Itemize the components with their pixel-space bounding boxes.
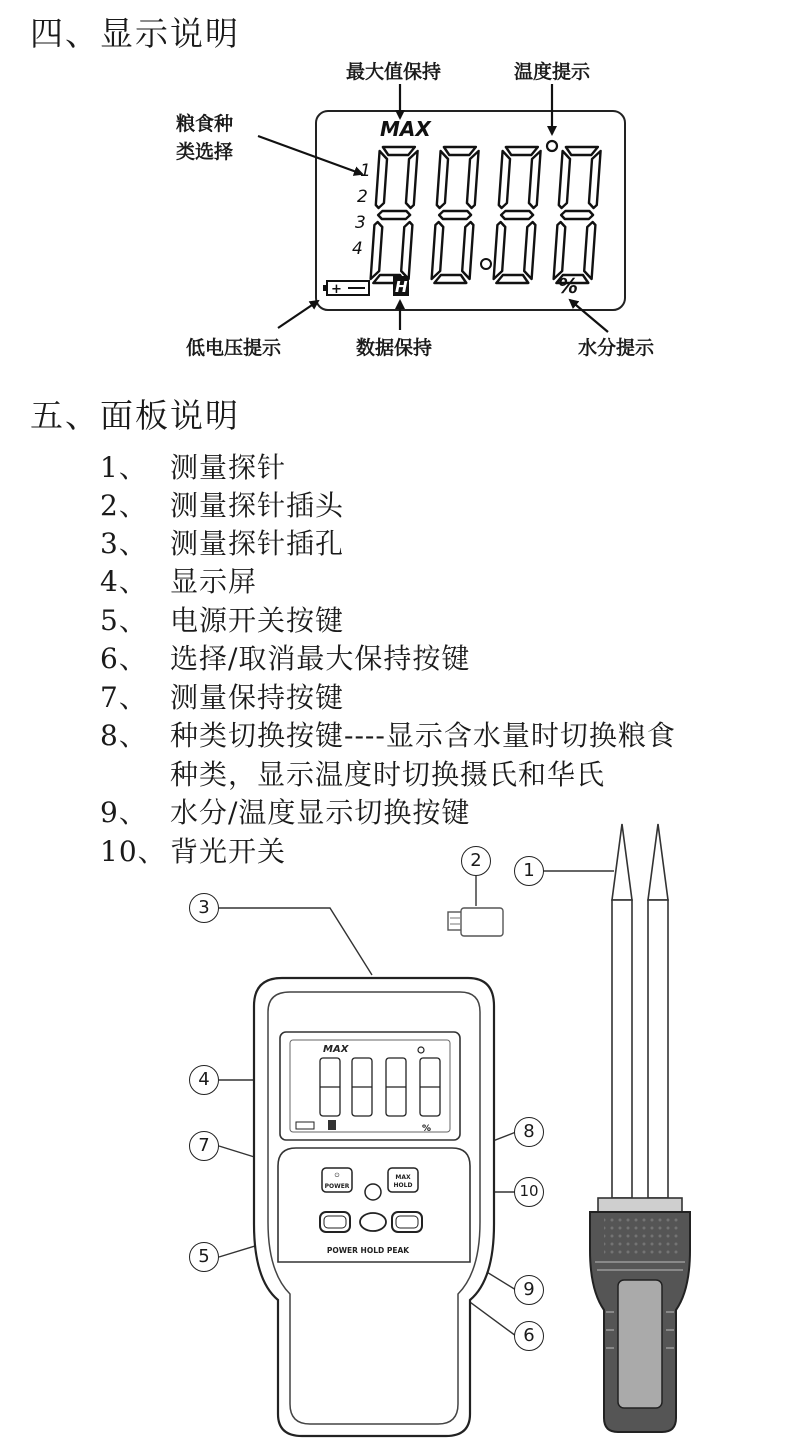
moisture-hint-label: 水分提示 (578, 337, 655, 359)
callout-7: 7 (189, 1131, 219, 1161)
svg-text:+: + (331, 282, 342, 297)
list-item-continuation: 种类，显示温度时切换摄氏和华氏 (170, 758, 606, 791)
section5-heading: 五、面板说明 (30, 396, 240, 435)
list-item: 5、 电源开关按键 (100, 604, 345, 637)
svg-text:POWER: POWER (324, 1183, 350, 1190)
percent-indicator: % (558, 274, 579, 298)
list-item: 9、 水分/温度显示切换按键 (100, 796, 471, 829)
leader-3 (219, 908, 372, 975)
grain-number-3: 3 (355, 213, 366, 233)
list-item: 1、 测量探针 (100, 451, 287, 484)
backlight-button (365, 1184, 381, 1200)
list-item: 10、 背光开关 (100, 835, 287, 868)
data-hold-label: 数据保持 (356, 337, 433, 359)
section4-heading: 四、显示说明 (30, 14, 240, 53)
callout-3: 3 (189, 893, 219, 923)
callout-4: 4 (189, 1065, 219, 1095)
list-item: 4、 显示屏 (100, 565, 258, 598)
list-item: 6、 选择/取消最大保持按键 (100, 642, 471, 675)
grain-number-2: 2 (357, 187, 368, 207)
callout-6: 6 (514, 1321, 544, 1351)
callout-9: 9 (514, 1275, 544, 1305)
callout-5: 5 (189, 1242, 219, 1272)
callout-2: 2 (461, 846, 491, 876)
device-percent-indicator: % (422, 1124, 432, 1134)
list-item: 7、 测量保持按键 (100, 681, 345, 714)
grain-select-label: 粮食种 类选择 (176, 113, 234, 163)
probe (590, 824, 690, 1432)
device-max-indicator: MAX (323, 1044, 349, 1055)
callout-1: 1 (514, 856, 544, 886)
list-item: 8、 种类切换按键----显示含水量时切换粮食 (100, 719, 676, 752)
meter-body (254, 978, 494, 1436)
callout-10: 10 (514, 1177, 544, 1207)
temp-hint-label: 温度提示 (514, 61, 591, 83)
lcd-max-indicator: MAX (380, 117, 431, 141)
hold-button (360, 1213, 386, 1231)
probe-plug (448, 908, 503, 936)
list-item: 3、 测量探针插孔 (100, 527, 345, 560)
grain-number-4: 4 (352, 239, 363, 259)
low-battery-label: 低电压提示 (186, 337, 282, 359)
svg-text:HOLD: HOLD (393, 1182, 413, 1189)
max-hold-label: 最大值保持 (346, 61, 442, 83)
callout-8: 8 (514, 1117, 544, 1147)
list-item: 2、 测量探针插头 (100, 489, 345, 522)
svg-text:MAX: MAX (395, 1174, 411, 1181)
svg-text:H: H (395, 278, 408, 296)
svg-text:⏻: ⏻ (334, 1172, 340, 1179)
device-button-labels: POWER HOLD PEAK (326, 1246, 410, 1255)
grain-number-1: 1 (360, 161, 371, 181)
